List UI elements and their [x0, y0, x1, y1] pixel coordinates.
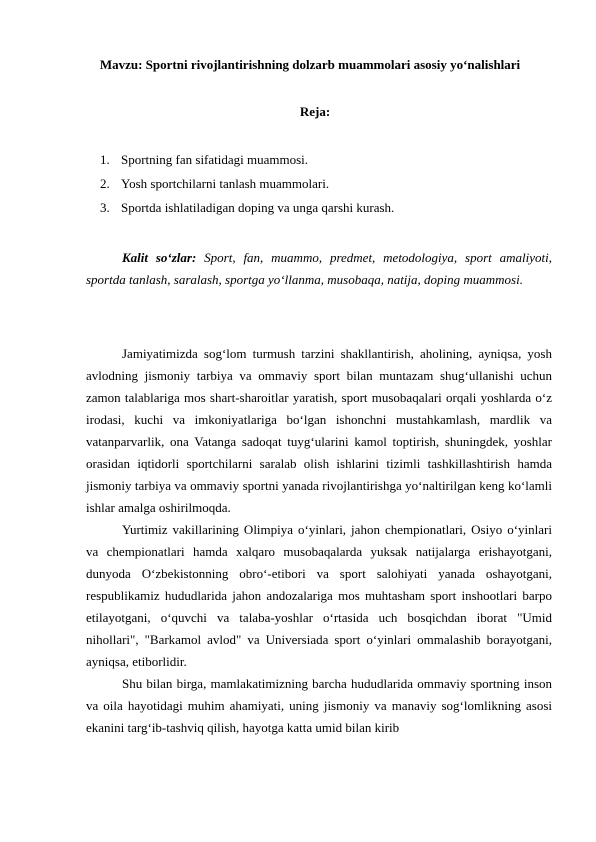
plan-item-text: Sportda ishlatiladigan doping va unga qarshi kurash.	[121, 200, 395, 215]
body-text	[86, 343, 552, 739]
plan-item-number: 3.	[100, 200, 110, 215]
body-paragraph: Yurtimiz vakillarining Olimpiya o‘yinlari, jahon chempionatlari, Osiyo o‘yinlari va chempionatlari hamda xalqaro musobaqalarda yuksak natijalarga erishayotgani, dunyoda O‘zbekistonning obro‘-etibori va sport salohiyati yanada oshayotgani, respublikamiz hududlarida jahon andozalariga mos muhtasham sport inshootlari barpo etilayotgani, o‘quvchi va talaba-yoshlar o‘rtasida uch bosqichdan iborat "Umid nihollari", "Barkamol avlod" va Universiada sport o‘yinlari ommalashib borayotgani, ayniqsa, etiborlidir.	[86, 522, 552, 669]
body-paragraph: Jamiyatimizda sog‘lom turmush tarzini shakllantirish, aholining, ayniqsa, yosh avlodning jismoniy tarbiya va ommaviy sport bilan muntazam shug‘ullanishi uchun zamon talablariga mos shart-sharoitlar yaratish, sport musobaqalari orqali yoshlarda o‘z irodasi, kuchi va imkoniyatlariga bo‘lgan ishonchni mustahkamlash, mardlik va vatanparvarlik, ona Vatanga sadoqat tuyg‘ularini kamol toptirish, shuningdek, yoshlar orasidan iqtidorli sportchilarni saralab olish ishlarini tizimli tashkillashtirish hamda jismoniy tarbiya va ommaviy sportni yanada rivojlantirishga yo‘naltirilgan keng ko‘lamli ishlar amalga oshirilmoqda.	[86, 346, 552, 515]
plan-list	[100, 148, 394, 220]
plan-item-number: 2.	[100, 176, 110, 191]
keywords-text: Sport, fan, muammo, predmet, metodologiya, sport amaliyoti, sportda tanlash, saralash, sportga yo‘llanma, musobaqa, natija, doping muammosi.	[86, 250, 552, 287]
plan-item-text: Sportning fan sifatidagi muammosi.	[121, 152, 309, 167]
plan-item-text: Yosh sportchilarni tanlash muammolari.	[121, 176, 330, 191]
keywords-paragraph	[86, 247, 552, 291]
body-paragraph: Shu bilan birga, mamlakatimizning barcha hududlarida ommaviy sportning inson va oila hayotidagi muhim ahamiyati, uning jismoniy va manaviy sog‘lomlikning asosi ekanini targ‘ib-tashviq qilish, hayotga katta umid bilan kirib	[86, 676, 552, 735]
document-title: Mavzu: Sportni rivojlantirishning dolzarb muammolari asosiy yo‘nalishlari	[99, 57, 521, 72]
plan-item	[100, 172, 394, 196]
plan-item	[100, 148, 394, 172]
plan-item-number: 1.	[100, 152, 110, 167]
plan-item	[100, 196, 394, 220]
keywords-label: Kalit so‘zlar:	[122, 250, 197, 265]
plan-heading: Reja:	[299, 104, 331, 119]
